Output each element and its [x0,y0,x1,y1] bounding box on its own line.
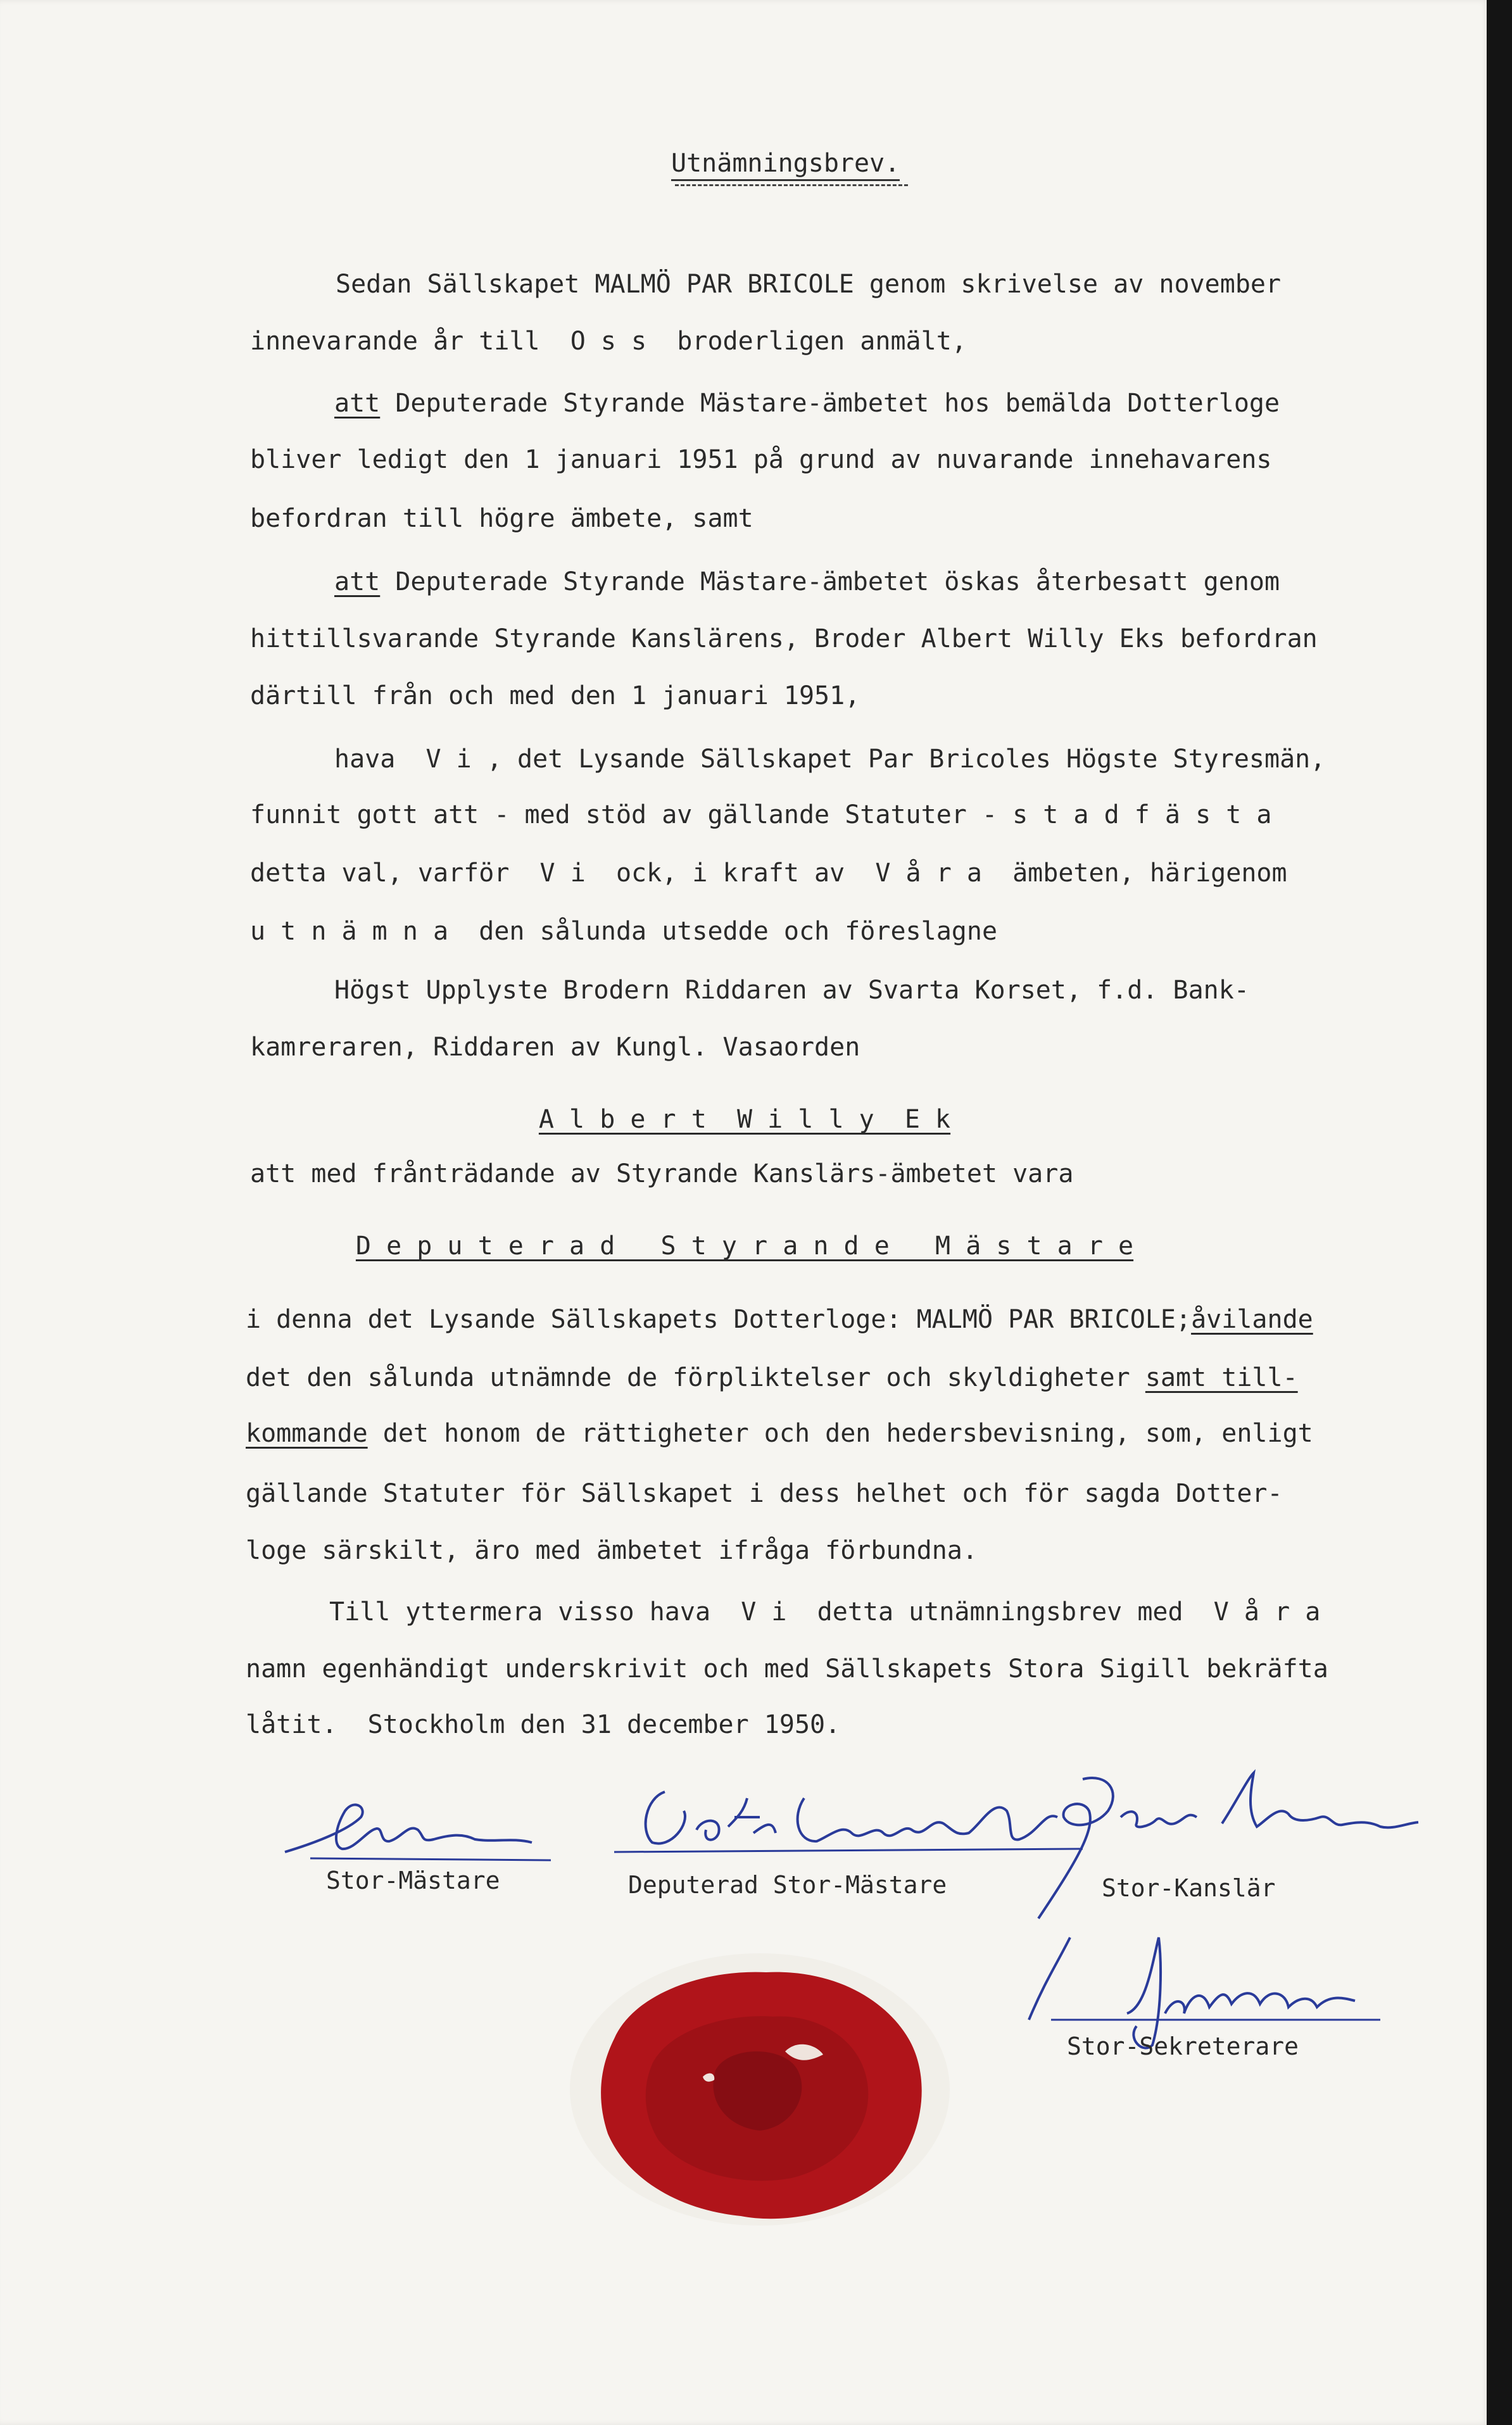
title-double-underline [675,184,908,186]
wax-seal [557,1944,962,2235]
kommande-underlined: kommande [246,1419,368,1448]
text-line-8: därtill från och med den 1 januari 1951, [250,681,860,710]
text-line-5: befordran till högre ämbete, samt [250,504,753,533]
text-line-6-rest: Deputerade Styrande Mästare-ämbetet öskas återbesatt genom [380,567,1280,596]
text-line-1: Sedan Sällskapet MALMÖ PAR BRICOLE genom skrivelse av november [336,270,1282,299]
text-line-18-rest: det honom de rättigheter och den hedersbevisning, som, enligt [367,1419,1313,1448]
text-line-13: Högst Upplyste Brodern Riddaren av Svarta Korset, f.d. Bank- [334,976,1249,1005]
signature-stor-mastare [272,1779,570,1874]
avilande-underlined: åvilande [1191,1305,1313,1334]
label-stor-kanslar: Stor-Kanslär [1102,1874,1276,1902]
text-line-20: loge särskilt, äro med ämbetet ifråga förbundna. [246,1536,978,1565]
text-line-17-main: det den sålunda utnämnde de förpliktelser och skyldigheter [246,1363,1145,1392]
scan-border [1487,0,1512,2425]
text-line-9: hava V i , det Lysande Sällskapet Par Bricoles Högste Styresmän, [334,745,1326,774]
samt-till-underlined: samt till- [1145,1363,1298,1392]
label-stor-sekreterare: Stor-Sekreterare [1067,2032,1299,2060]
text-line-23: låtit. Stockholm den 31 december 1950. [246,1710,841,1739]
text-line-6 [334,567,1280,597]
text-line-19: gällande Statuter för Sällskapet i dess helhet och för sagda Dotter- [246,1479,1283,1508]
text-line-21: Till yttermera visso hava V i detta utnämningsbrev med V å r a [329,1597,1321,1627]
text-line-11: detta val, varför V i ock, i kraft av V å r a ämbeten, härigenom [250,859,1287,888]
title-text: Utnämningsbrev. [671,149,900,181]
signature-stor-kanslar [1013,1767,1431,1931]
att-underlined-1: att [334,389,381,418]
label-stor-mastare: Stor-Mästare [326,1867,500,1894]
text-line-18 [246,1418,1313,1449]
document-title [671,149,900,178]
text-line-16 [246,1304,1313,1335]
text-line-2: innevarande år till O s s broderligen anmält, [250,327,967,356]
text-line-14: kamreraren, Riddaren av Kungl. Vasaorden [250,1033,860,1062]
label-deputerad-stor-mastare: Deputerad Stor-Mästare [628,1871,947,1899]
appointee-name-line [0,1105,1489,1134]
text-line-22: namn egenhändigt underskrivit och med Sällskapets Stora Sigill bekräfta [246,1654,1328,1684]
text-line-15: att med frånträdande av Styrande Kanslärs-ämbetet vara [250,1159,1074,1188]
office-title-line [0,1231,1489,1261]
text-line-4: bliver ledigt den 1 januari 1951 på grund av nuvarande innehavarens [250,445,1272,474]
att-underlined-2: att [334,567,381,596]
appointee-name: A l b e r t W i l l y E k [538,1105,951,1134]
text-line-16-main: i denna det Lysande Sällskapets Dotterloge: MALMÖ PAR BRICOLE; [246,1305,1192,1334]
text-line-7: hittillsvarande Styrande Kanslärens, Broder Albert Willy Eks befordran [250,624,1318,653]
text-line-3-rest: Deputerade Styrande Mästare-ämbetet hos bemälda Dotterloge [380,389,1280,418]
text-line-12: u t n ä m n a den sålunda utsedde och föreslagne [250,917,998,946]
office-title: D e p u t e r a d S t y r a n d e M ä s t a r e [355,1231,1134,1261]
text-line-17 [246,1363,1298,1393]
text-line-3 [334,388,1280,419]
text-line-10: funnit gott att - med stöd av gällande Statuter - s t a d f ä s t a [250,800,1272,829]
